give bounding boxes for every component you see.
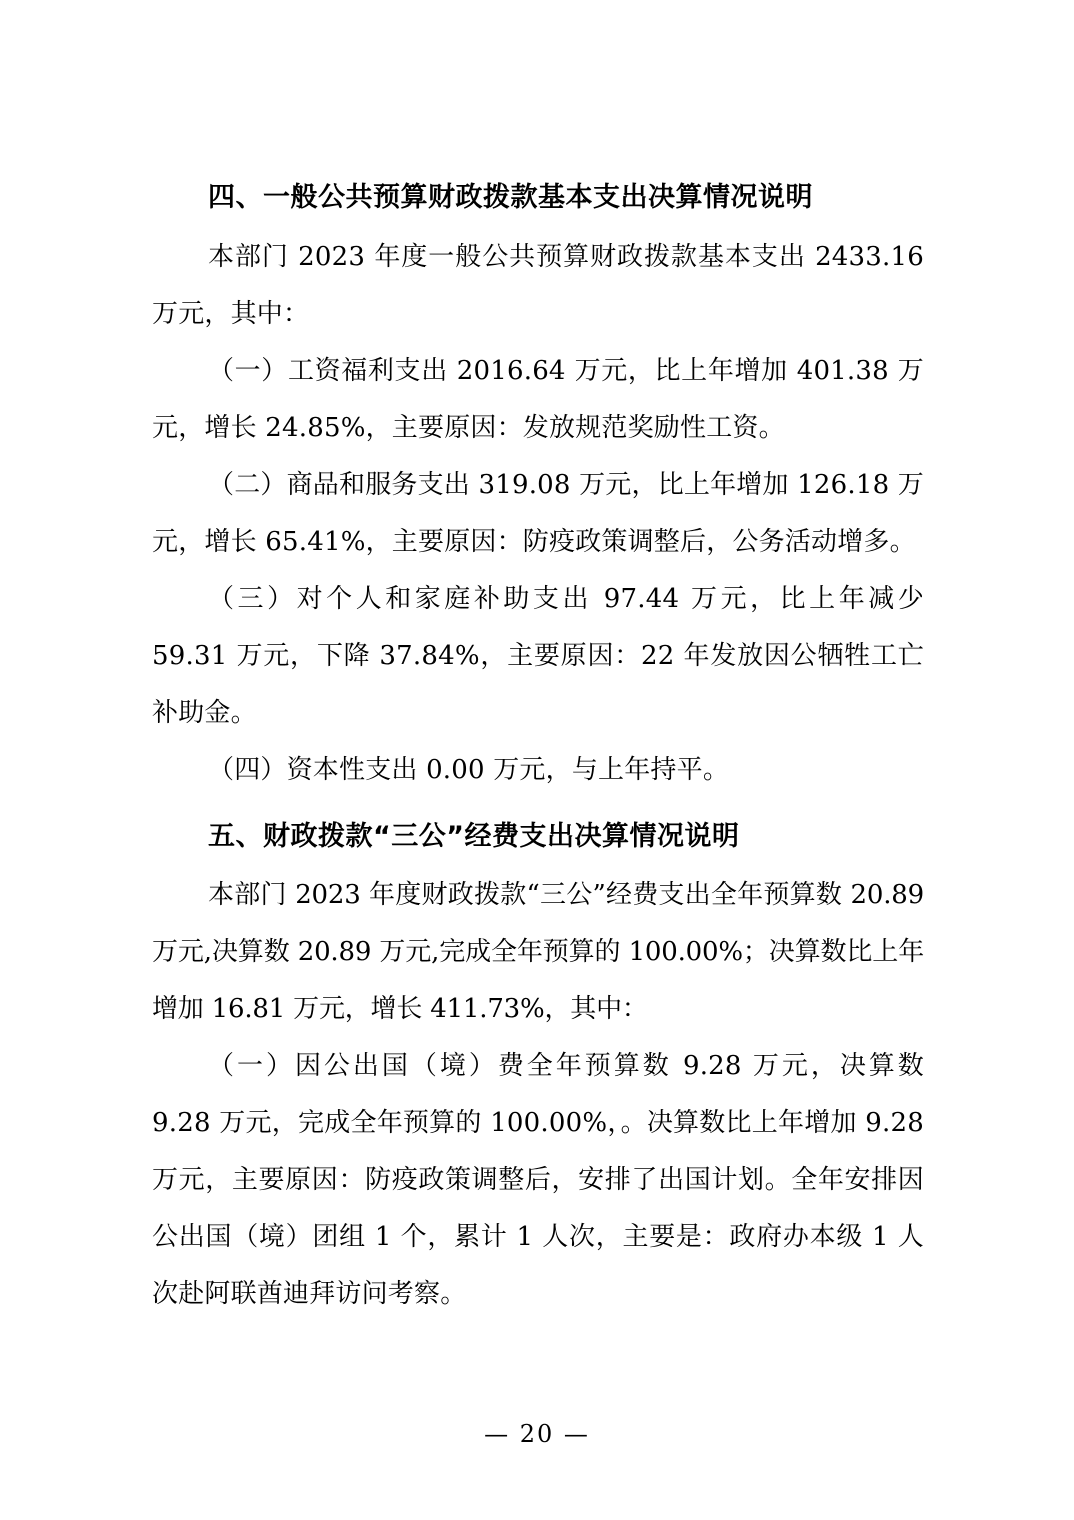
document-body [152,178,924,1323]
paragraph-three-public-total: 本部门 2023 年度财政拨款“三公”经费支出全年预算数 20.89 万元,决算数 20.89 万元,完成全年预算的 100.00%；决算数比上年增加 16.81 万元，增长 411.73%，其中： [152,880,924,1024]
paragraph-salary-welfare: （一）工资福利支出 2016.64 万元，比上年增加 401.38 万元，增长 24.85%，主要原因：发放规范奖励性工资。 [152,355,924,443]
paragraph-goods-services: （二）商品和服务支出 319.08 万元，比上年增加 126.18 万元，增长 65.41%，主要原因：防疫政策调整后，公务活动增多。 [152,469,925,557]
paragraph-capital-expenditure: （四）资本性支出 0.00 万元，与上年持平。 [208,754,730,785]
section-heading-five: 五、财政拨款“三公”经费支出决算情况说明 [208,820,740,852]
paragraph-overseas-travel: （一）因公出国（境）费全年预算数 9.28 万元，决算数 9.28 万元，完成全年预算的 100.00%，。决算数比上年增加 9.28 万元，主要原因：防疫政策调整后，安排了出国计划。全年安排因公出国（境）团组 1 个，累计 1 人次，主要是：政府办本级 1 人次赴阿联酋迪拜访问考察。 [152,1051,924,1309]
section-heading-four: 四、一般公共预算财政拨款基本支出决算情况说明 [208,182,813,213]
paragraph-basic-expenditure-total: 本部门 2023 年度一般公共预算财政拨款基本支出 2433.16 万元，其中： [152,241,924,329]
paragraph-individual-family-subsidy: （三）对个人和家庭补助支出 97.44 万元，比上年减少 59.31 万元，下降 37.84%，主要原因：22 年发放因公牺牲工亡补助金。 [152,583,924,728]
page-number: — 20 — [484,1420,590,1448]
